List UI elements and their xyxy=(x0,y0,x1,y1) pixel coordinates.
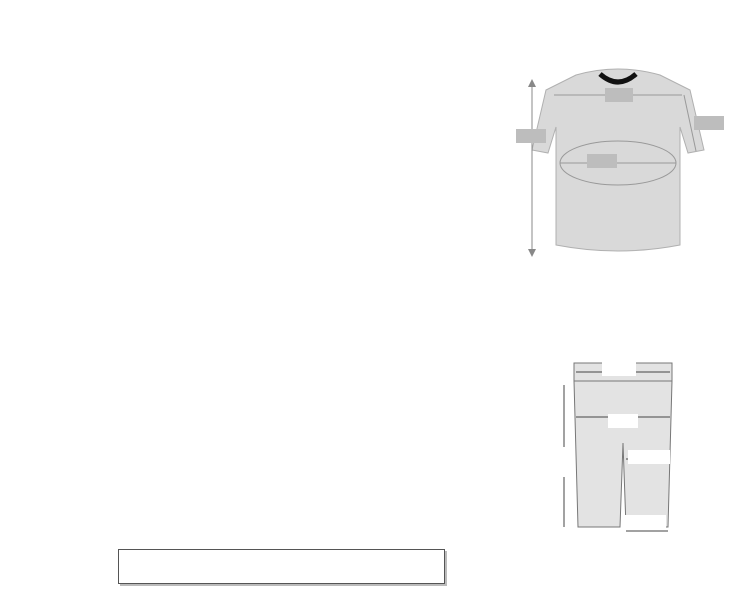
tshirt-diagram xyxy=(508,55,728,265)
length-arrow-top xyxy=(528,79,536,87)
length-label-box xyxy=(516,129,546,143)
length-arrow-bottom xyxy=(528,249,536,257)
hip-label-box xyxy=(608,414,638,428)
shoulder-label-box xyxy=(605,88,633,102)
pants-shape xyxy=(574,363,672,527)
pants-diagram xyxy=(548,355,688,540)
waist-label-box xyxy=(602,362,636,376)
measurement-note xyxy=(118,549,445,584)
length-label-box xyxy=(553,447,567,477)
sleeve-label-box xyxy=(694,116,724,130)
thigh-label-box xyxy=(628,450,670,464)
chest-label-box xyxy=(587,154,617,168)
leg-opening-label-box xyxy=(624,515,666,529)
